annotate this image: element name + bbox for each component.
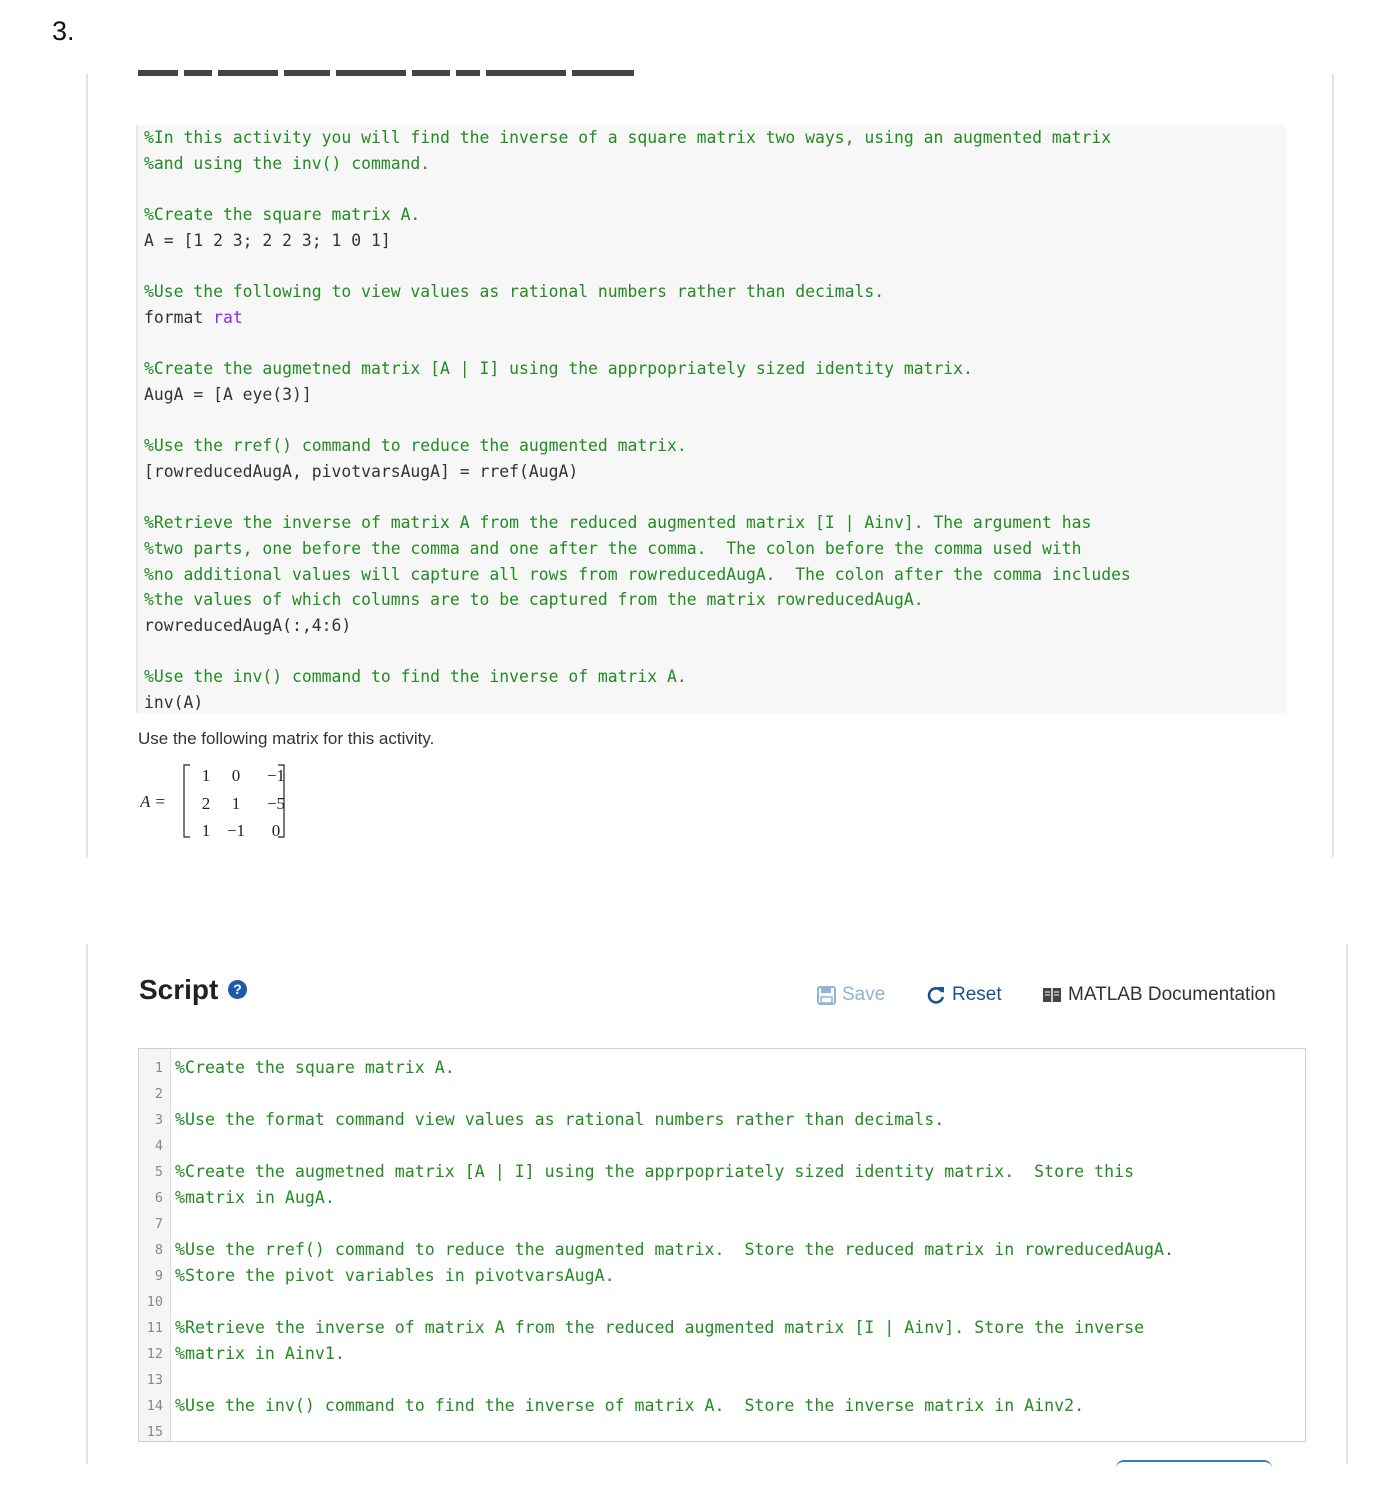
code-line [144, 151, 1286, 177]
code-token: %Use the rref() command to reduce the augmented matrix. [144, 436, 687, 456]
save-button[interactable] [817, 984, 885, 1006]
matrix-cell: 1 [201, 766, 211, 785]
question-number: 3. [52, 16, 75, 46]
matrix-cell: −5 [266, 794, 286, 813]
editor-line-text: %matrix in Ainv1. [175, 1344, 345, 1363]
line-number: 3 [154, 1112, 163, 1128]
line-number: 14 [146, 1398, 163, 1414]
matlab-documentation-link[interactable] [1042, 984, 1276, 1006]
code-line [144, 331, 1286, 357]
code-token: %Use the inv() command to find the inverse of matrix A. [144, 667, 687, 687]
matrix-name: A = [140, 792, 166, 811]
code-token: %Use the following to view values as rational numbers rather than decimals. [144, 282, 885, 302]
editor-line[interactable] [139, 1055, 1305, 1081]
code-token: A = [1 2 3; 2 2 3; 1 0 1] [144, 230, 391, 250]
editor-line-text: %matrix in AugA. [175, 1188, 335, 1207]
code-line [144, 433, 1286, 459]
code-line [144, 356, 1286, 382]
editor-line-text: %Create the square matrix A. [175, 1058, 455, 1077]
line-number: 10 [146, 1294, 163, 1310]
editor-line[interactable] [139, 1315, 1305, 1341]
code-token: %In this activity you will find the inverse of a square matrix two ways, using an augmented matrix [144, 128, 1112, 147]
code-line [144, 690, 1286, 716]
question-circle-icon[interactable]: ? [228, 980, 247, 999]
editor-line-text: %Use the format command view values as rational numbers rather than decimals. [175, 1110, 945, 1129]
editor-line[interactable] [139, 1133, 1305, 1159]
editor-line-text: %Create the augmetned matrix [A | I] using the apprpopriately sized identity matrix. Store this [175, 1162, 1135, 1181]
code-line [144, 587, 1286, 613]
editor-line[interactable] [139, 1237, 1305, 1263]
editor-line[interactable] [139, 1081, 1305, 1107]
code-token: %no additional values will capture all rows from rowreducedAugA. The colon after the comma includes [144, 564, 1131, 584]
code-line [144, 125, 1286, 151]
code-line [144, 305, 1286, 331]
editor-line[interactable] [139, 1107, 1305, 1133]
matrix-cell: 1 [231, 794, 241, 813]
line-number: 5 [154, 1164, 163, 1180]
docs-label: MATLAB Documentation [1068, 984, 1276, 1005]
line-number: 1 [154, 1060, 163, 1076]
editor-line[interactable] [139, 1289, 1305, 1315]
line-number: 9 [154, 1268, 163, 1284]
code-line [144, 664, 1286, 690]
code-token: %and using the inv() command. [144, 153, 431, 173]
line-number: 15 [146, 1424, 163, 1440]
editor-line-text: %Use the rref() command to reduce the augmented matrix. Store the reduced matrix in rowreducedAugA. [175, 1240, 1175, 1259]
script-panel [86, 944, 1348, 1464]
matrix-cell: 1 [201, 821, 211, 840]
editor-line[interactable] [139, 1341, 1305, 1367]
editor-line-text: %Use the inv() command to find the inverse of matrix A. Store the inverse matrix in Ainv2. [175, 1396, 1085, 1415]
code-token: %two parts, one before the comma and one after the comma. The colon before the comma used with [144, 539, 1082, 558]
code-line [144, 228, 1286, 254]
line-number: 6 [154, 1190, 163, 1206]
code-line [144, 408, 1286, 434]
line-number: 7 [154, 1216, 163, 1232]
book-icon [1042, 986, 1062, 1004]
editor-line[interactable] [139, 1393, 1305, 1419]
reset-icon [926, 985, 946, 1005]
line-number: 12 [146, 1346, 163, 1362]
matrix-cell: −1 [266, 766, 286, 785]
clipped-run-button[interactable] [1116, 1460, 1272, 1468]
code-token: %the values of which columns are to be captured from the matrix rowreducedAugA. [144, 590, 924, 610]
code-token: %Create the square matrix A. [144, 205, 421, 225]
editor-line[interactable] [139, 1263, 1305, 1289]
code-line [144, 510, 1286, 536]
editor-line[interactable] [139, 1159, 1305, 1185]
matrix-cell: −1 [226, 821, 246, 840]
floppy-disk-icon [817, 986, 836, 1005]
example-code-block [136, 125, 1286, 713]
editor-line[interactable] [139, 1211, 1305, 1237]
code-line [144, 202, 1286, 228]
save-label: Save [842, 984, 886, 1005]
code-token: format [144, 307, 214, 327]
script-title: Script [139, 974, 219, 1005]
code-line [144, 253, 1286, 279]
editor-line[interactable] [139, 1419, 1305, 1442]
line-number: 2 [154, 1086, 163, 1102]
reset-button[interactable] [926, 984, 1002, 1006]
code-line [144, 536, 1286, 562]
code-token: rowreducedAugA(:,4:6) [144, 616, 352, 636]
code-line [144, 562, 1286, 588]
code-token: rat [213, 307, 243, 327]
code-line [144, 279, 1286, 305]
code-token: %Retrieve the inverse of matrix A from the reduced augmented matrix [I | Ainv]. The argument has [144, 513, 1092, 533]
matrix-left-bracket [184, 765, 190, 837]
matrix-cell: 0 [271, 821, 281, 840]
code-token: inv(A) [144, 693, 204, 713]
code-line [144, 639, 1286, 665]
editor-line[interactable] [139, 1367, 1305, 1393]
code-line [144, 485, 1286, 511]
code-line [144, 176, 1286, 202]
code-line [144, 382, 1286, 408]
matrix-cell: 0 [231, 766, 241, 785]
code-token: [rowreducedAugA, pivotvarsAugA] = rref(AugA) [144, 461, 579, 481]
matrix-equation [140, 762, 340, 842]
line-number: 8 [154, 1242, 163, 1258]
editor-line-text: %Store the pivot variables in pivotvarsAugA. [175, 1266, 615, 1285]
code-line [144, 613, 1286, 639]
editor-line-text: %Retrieve the inverse of matrix A from the reduced augmented matrix [I | Ainv]. Store the inverse [175, 1318, 1145, 1337]
clipped-activity-title [138, 70, 758, 78]
activity-panel [86, 74, 1334, 857]
line-number: 13 [146, 1372, 163, 1388]
editor-line[interactable] [139, 1185, 1305, 1211]
code-token: AugA = [A eye(3)] [144, 384, 312, 404]
code-line [144, 459, 1286, 485]
matrix-cell: 2 [201, 794, 211, 813]
line-number: 4 [154, 1138, 163, 1154]
matrix-intro-text: Use the following matrix for this activity. [138, 729, 435, 748]
script-editor[interactable] [138, 1048, 1306, 1442]
line-number: 11 [146, 1320, 163, 1336]
reset-label: Reset [952, 984, 1002, 1005]
code-token: %Create the augmetned matrix [A | I] using the apprpopriately sized identity matrix. [144, 359, 973, 379]
